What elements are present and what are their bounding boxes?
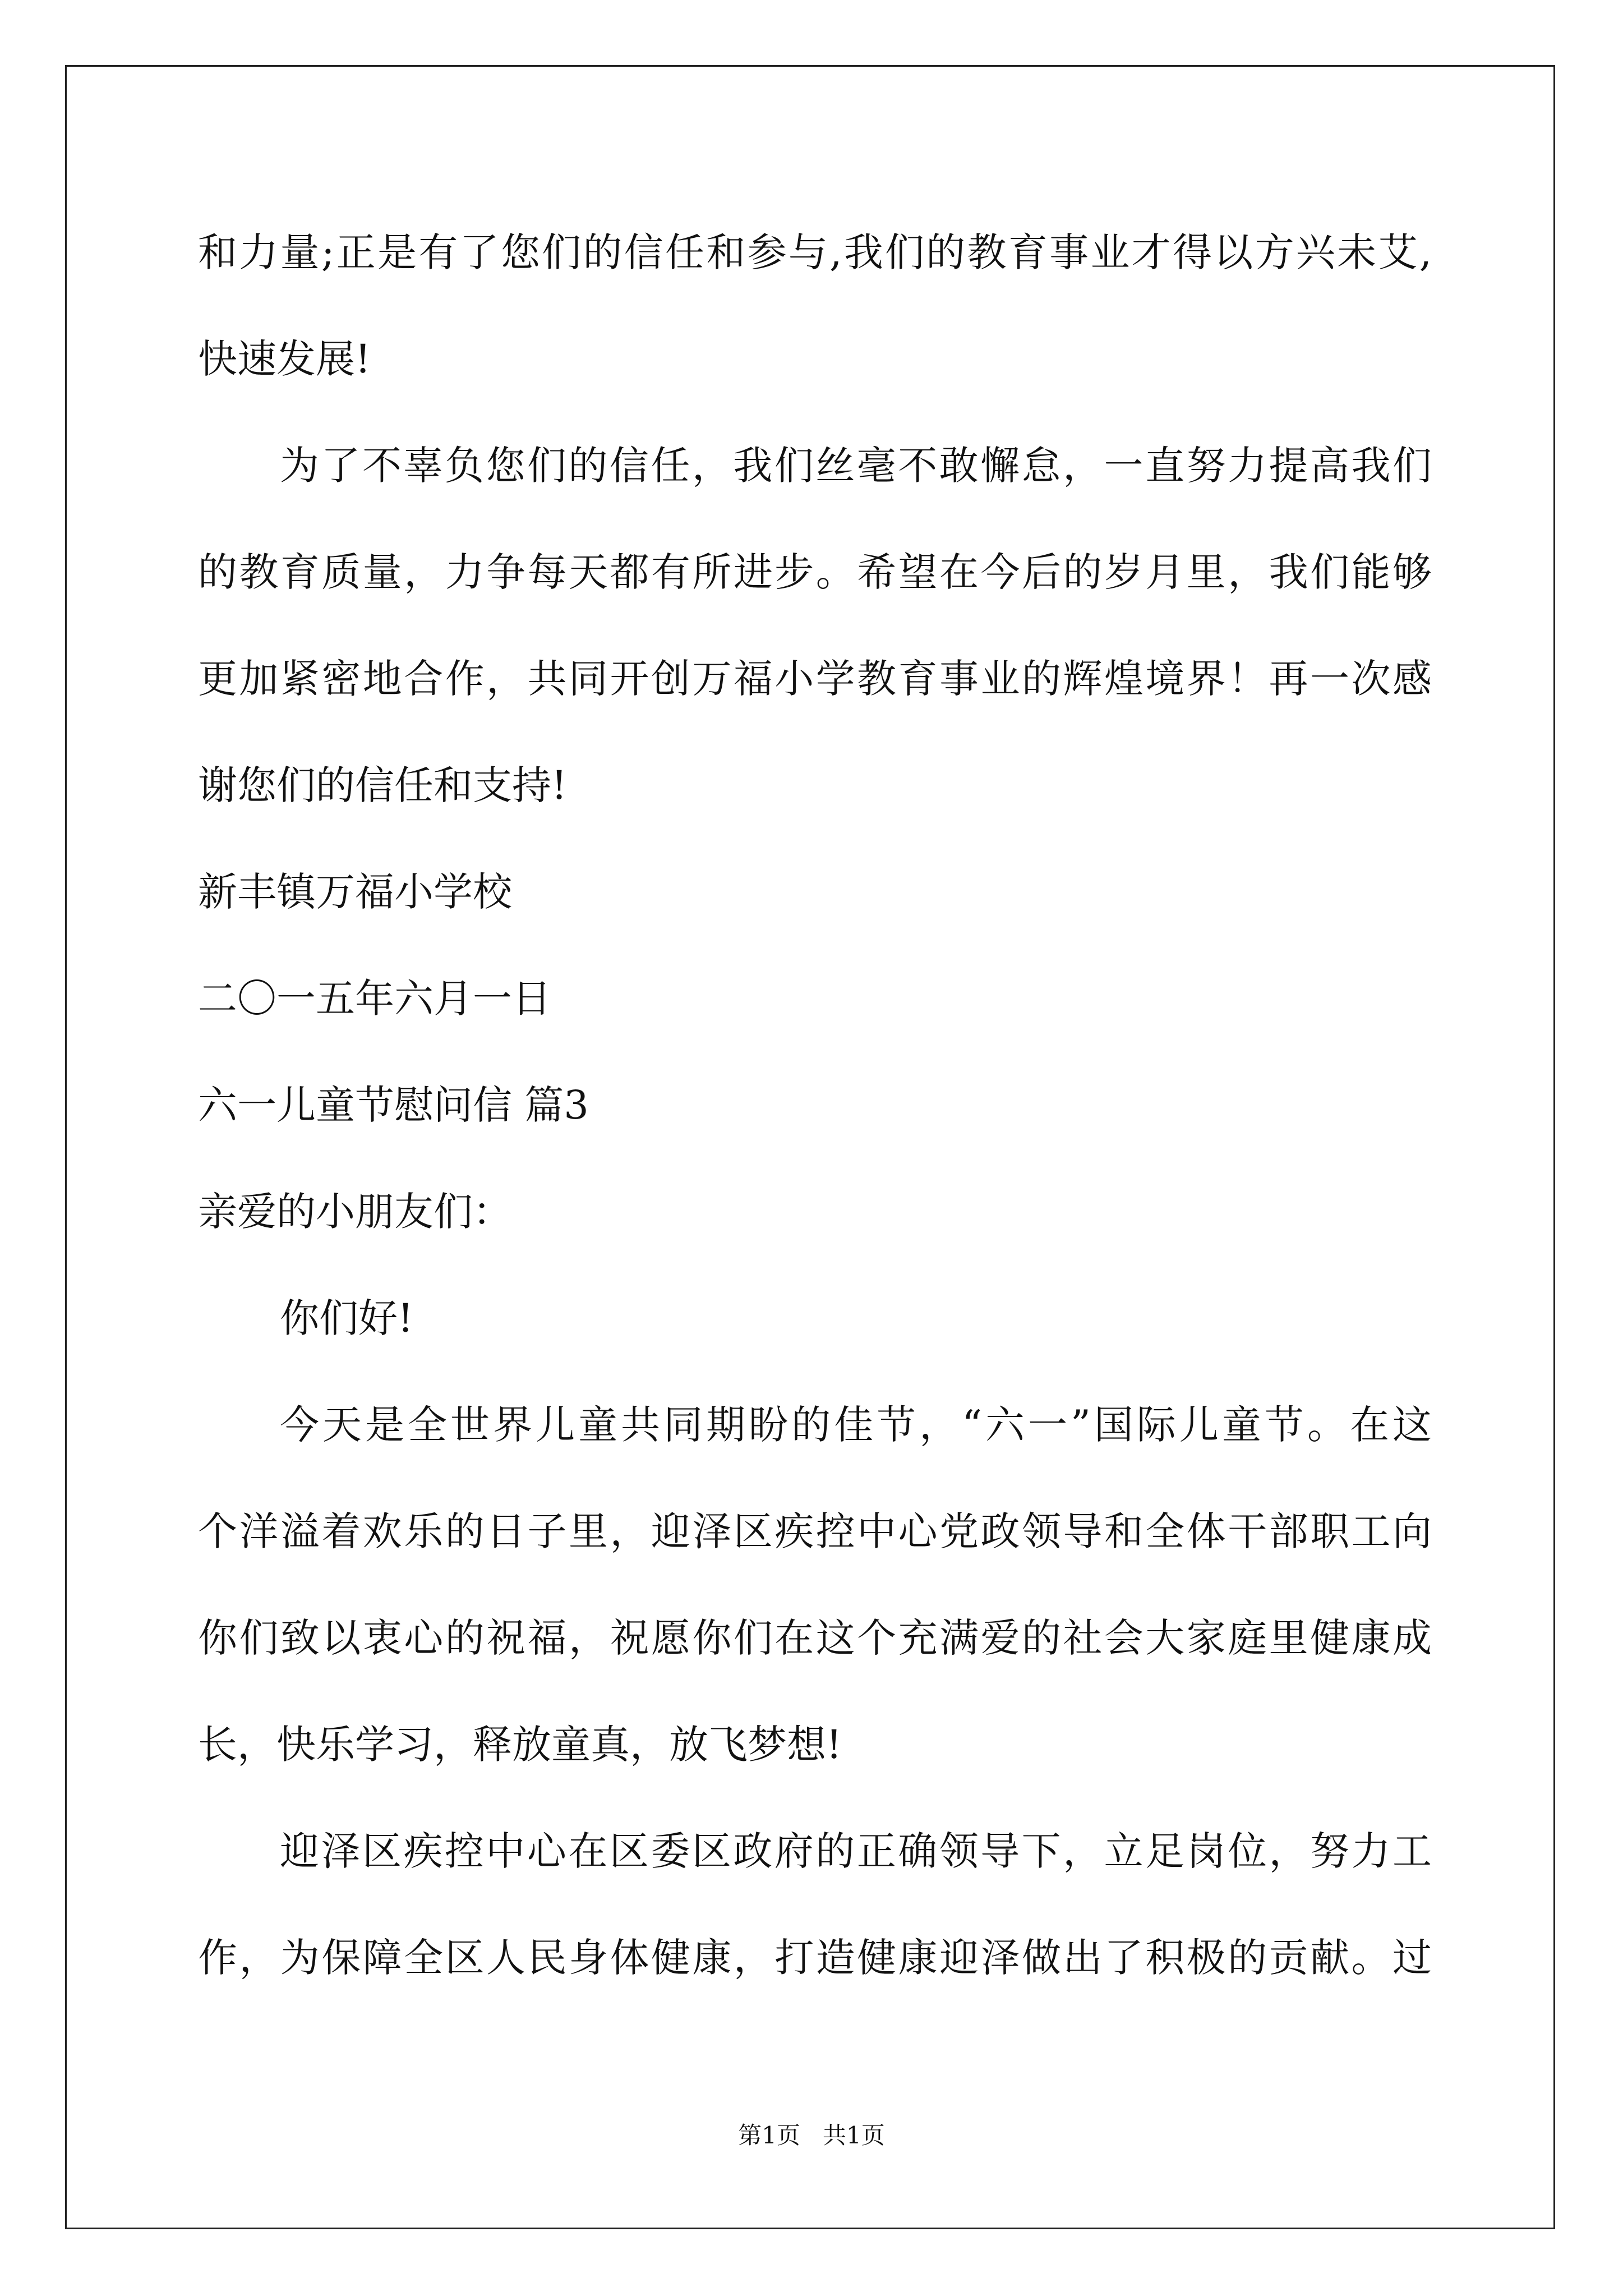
- signature-school: 新丰镇万福小学校: [198, 869, 512, 915]
- text-line-13: 个洋溢着欢乐的日子里，迎泽区疾控中心党政领导和全体干部职工向: [198, 1508, 1432, 1554]
- text-line-14: 你们致以衷心的祝福，祝愿你们在这个充满爱的社会大家庭里健康成: [198, 1615, 1432, 1661]
- signature-date: 二〇一五年六月一日: [198, 976, 551, 1022]
- text-line-2: 快速发展!: [198, 336, 371, 382]
- text-line-16: 迎泽区疾控中心在区委区政府的正确领导下，立足岗位，努力工: [280, 1828, 1432, 1874]
- text-line-3: 为了不辜负您们的信任，我们丝毫不敢懈怠，一直努力提高我们: [280, 443, 1432, 489]
- text-line-6: 谢您们的信任和支持!: [198, 762, 568, 808]
- text-line-12: 今天是全世界儿童共同期盼的佳节，“六一”国际儿童节。在这: [280, 1402, 1432, 1448]
- page-total: 共1页: [823, 2122, 885, 2149]
- text-line-4: 的教育质量，力争每天都有所进步。希望在今后的岁月里，我们能够: [198, 549, 1432, 595]
- text-line-1: 和力量;正是有了您们的信任和参与,我们的教育事业才得以方兴未艾,: [198, 229, 1432, 275]
- text-line-17: 作，为保障全区人民身体健康，打造健康迎泽做出了积极的贡献。过: [198, 1935, 1432, 1981]
- section-heading: 六一儿童节慰问信 篇3: [198, 1082, 589, 1128]
- page-number: 第1页: [738, 2122, 800, 2149]
- salutation: 亲爱的小朋友们：: [198, 1189, 512, 1235]
- text-line-15: 长，快乐学习，释放童真，放飞梦想!: [198, 1722, 842, 1768]
- text-line-5: 更加紧密地合作，共同开创万福小学教育事业的辉煌境界！再一次感: [198, 656, 1432, 702]
- greeting: 你们好!: [280, 1295, 414, 1341]
- page-footer: [0, 2117, 1623, 2151]
